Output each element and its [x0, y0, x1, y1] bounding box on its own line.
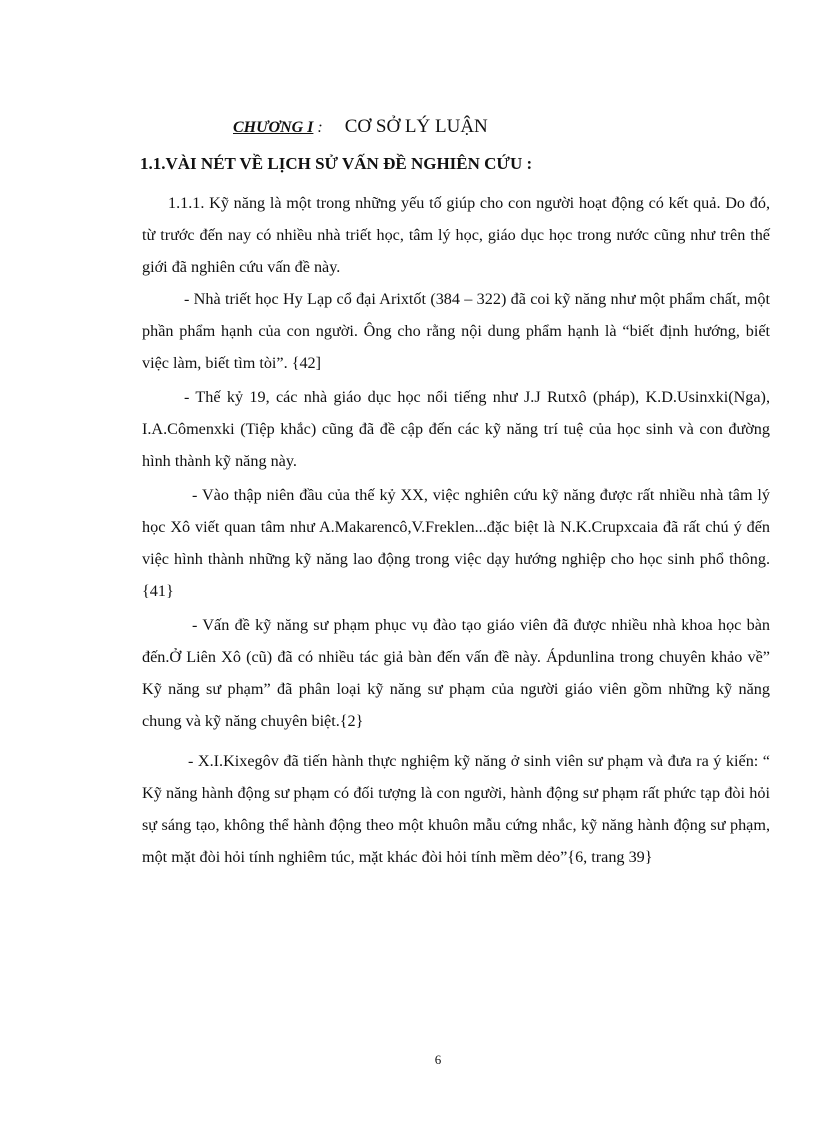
chapter-separator: :: [313, 119, 323, 136]
page-number: 6: [434, 1052, 442, 1067]
paragraph-1: 1.1.1. Kỹ năng là một trong những yếu tố giúp cho con người hoạt động có kết quả. Do đó, từ trước đến nay có nhiều nhà triết học, tâm lý học, giáo dục học trong nước cũng như trên thế giới đã nghiên cứu vấn đề này.: [142, 194, 770, 276]
paragraph-4: - Vào thập niên đầu của thế kỷ XX, việc nghiên cứu kỹ năng được rất nhiều nhà tâm lý học Xô viết quan tâm như A.Makarencô,V.Freklen...đặc biệt là N.K.Crupxcaia đã rất chú ý đến việc hình thành những kỹ năng lao động trong việc dạy hướng nghiệp cho học sinh phổ thông.{41}: [142, 486, 770, 600]
chapter-title: CƠ SỞ LÝ LUẬN: [344, 116, 488, 137]
paragraph-2: - Nhà triết học Hy Lạp cổ đại Arixtốt (384 – 322) đã coi kỹ năng như một phẩm chất, một phần phẩm hạnh của con người. Ông cho rằng nội dung phẩm hạnh là “biết định hướng, biết việc làm, biết tìm tòi”. {42]: [142, 290, 770, 372]
body-text: [142, 187, 770, 873]
chapter-label: CHƯƠNG I: [233, 119, 314, 136]
paragraph-6: - X.I.Kixegôv đã tiến hành thực nghiệm kỹ năng ở sinh viên sư phạm và đưa ra ý kiến: “ Kỹ năng hành động sư phạm có đối tượng là con người, hành động sư phạm rất phức tạp đòi hỏi sự sáng tạo, không thể hành động theo một khuôn mẫu cứng nhắc, kỹ năng hành động sư phạm, một mặt đòi hỏi tính nghiêm túc, mặt khác đòi hỏi tính mềm dẻo”{6, trang 39}: [142, 752, 770, 866]
paragraph-5: - Vấn đề kỹ năng sư phạm phục vụ đào tạo giáo viên đã được nhiều nhà khoa học bàn đến.Ở Liên Xô (cũ) đã có nhiều tác giả bàn đến vấn đề này. Ápdunlina trong chuyên khảo về” Kỹ năng sư phạm” đã phân loại kỹ năng sư phạm của người giáo viên gồm những kỹ năng chung và kỹ năng chuyên biệt.{2}: [142, 616, 770, 730]
chapter-heading: [233, 116, 488, 138]
paragraph-3: - Thế kỷ 19, các nhà giáo dục học nổi tiếng như J.J Rutxô (pháp), K.D.Usinxki(Nga), I.A.Cômenxki (Tiệp khắc) cũng đã đề cập đến các kỹ năng trí tuệ của học sinh và con đường hình thành kỹ năng này.: [142, 388, 770, 470]
section-heading: 1.1.VÀI NÉT VỀ LỊCH SỬ VẤN ĐỀ NGHIÊN CỨU :: [140, 154, 533, 173]
